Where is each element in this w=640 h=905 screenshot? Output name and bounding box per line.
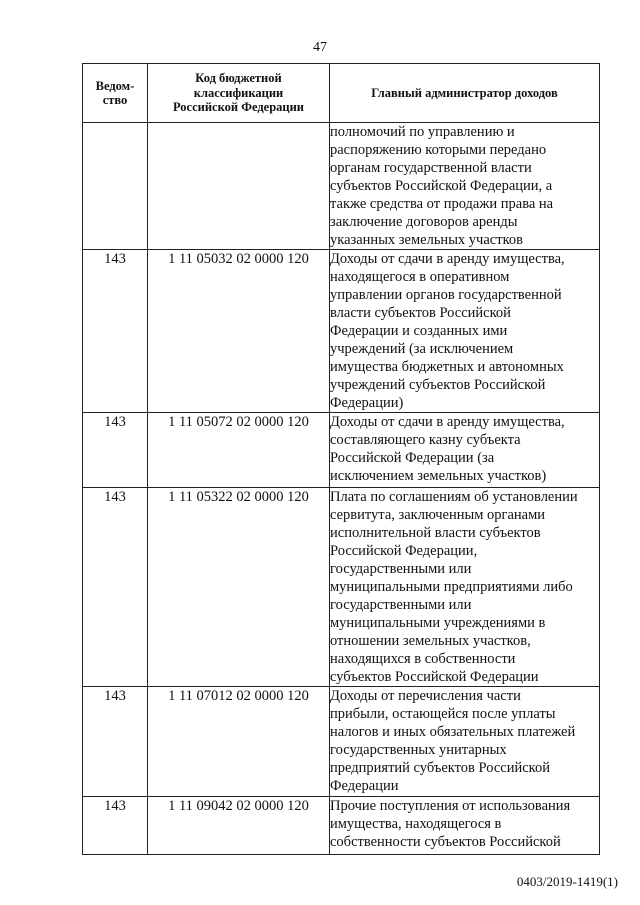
department-cell: 143 [83, 687, 148, 797]
budget-code-cell: 1 11 09042 02 0000 120 [148, 797, 330, 855]
budget-classification-table [82, 63, 600, 855]
header-budget-code: Код бюджетной классификации Российской Федерации [148, 64, 330, 123]
department-cell [83, 123, 148, 250]
budget-code-cell: 1 11 05322 02 0000 120 [148, 488, 330, 687]
table-row [83, 413, 600, 488]
page-number: 47 [313, 40, 327, 55]
department-cell: 143 [83, 250, 148, 413]
budget-code-cell: 1 11 05032 02 0000 120 [148, 250, 330, 413]
budget-code-cell [148, 123, 330, 250]
table-row [83, 488, 600, 687]
header-department: Ведом- ство [83, 64, 148, 123]
department-cell: 143 [83, 488, 148, 687]
budget-code-cell: 1 11 07012 02 0000 120 [148, 687, 330, 797]
description-cell: Доходы от перечисления части прибыли, остающейся после уплаты налогов и иных обязательных платежей государственных унитарных предприятий субъектов Российской Федерации [330, 687, 600, 797]
table-header-row [83, 64, 600, 123]
table-row [83, 687, 600, 797]
department-cell: 143 [83, 797, 148, 855]
header-revenue-administrator: Главный администратор доходов [330, 64, 600, 123]
description-cell: Прочие поступления от использования имущества, находящегося в собственности субъектов Российской [330, 797, 600, 855]
table-row [83, 250, 600, 413]
description-cell: полномочий по управлению и распоряжению которыми передано органам государственной власти субъектов Российской Федерации, а также средства от продажи права на заключение договоров аренды указанных земельных участков [330, 123, 600, 250]
budget-code-cell: 1 11 05072 02 0000 120 [148, 413, 330, 488]
description-cell: Доходы от сдачи в аренду имущества, находящегося в оперативном управлении органов государственной власти субъектов Российской Федерации и созданных ими учреждений (за исключением имущества бюджетных и автономных учреждений субъектов Российской Федерации) [330, 250, 600, 413]
document-registration-number: 0403/2019-1419(1) [516, 874, 618, 889]
table-row [83, 123, 600, 250]
description-cell: Плата по соглашениям об установлении сервитута, заключенным органами исполнительной власти субъектов Российской Федерации, государственными или муниципальными предприятиями либо государственными или муниципальными учреждениями в отношении земельных участков, находящихся в собственности субъектов Российской Федерации [330, 488, 600, 687]
table-row [83, 797, 600, 855]
description-cell: Доходы от сдачи в аренду имущества, составляющего казну субъекта Российской Федерации (за исключением земельных участков) [330, 413, 600, 488]
department-cell: 143 [83, 413, 148, 488]
